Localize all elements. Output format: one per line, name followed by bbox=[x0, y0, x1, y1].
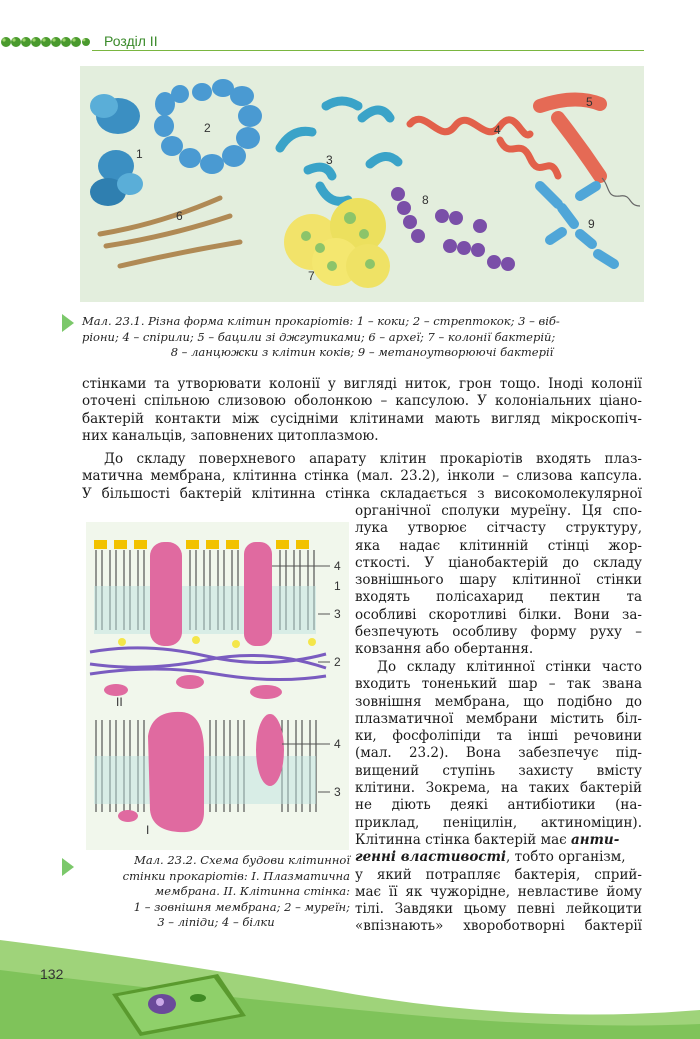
figure-prokaryote-shapes bbox=[80, 66, 644, 302]
figure2-label-3-lower: 3 bbox=[334, 785, 341, 799]
emphasis-term: анти- bbox=[571, 831, 620, 848]
outer-membrane bbox=[94, 540, 309, 549]
text-line: бактерій контакти між сусідніми клітинами мають вигляд мікроскопіч- bbox=[82, 410, 642, 427]
text-line: безпечують особливу форму руху – bbox=[355, 624, 642, 641]
figure2-caption-line: Мал. 23.2. Схема будови клітинної bbox=[134, 853, 350, 867]
figure2-label-4-upper: 4 bbox=[334, 559, 341, 573]
text-line: тілі. Завдяки цьому певні лейкоцити bbox=[355, 901, 642, 918]
header-rule bbox=[92, 50, 644, 51]
text-line: них канальців, заповнених цитоплазмою. bbox=[82, 427, 379, 444]
protein-upper-2 bbox=[244, 542, 272, 646]
figure2-caption-line: 1 – зовнішня мембрана; 2 – муреїн; bbox=[133, 899, 350, 914]
murein-layer bbox=[90, 648, 326, 680]
text-line: До складу поверхневого апарату клітин прокаріотів входять плаз- bbox=[104, 451, 642, 467]
footer-decoration bbox=[0, 900, 700, 1039]
text-line: сткості. У ціанобактерій до складу bbox=[355, 554, 642, 571]
prokaryote-shapes-illustration bbox=[80, 66, 644, 302]
protein-upper bbox=[150, 542, 182, 646]
figure2-label-4-lower: 4 bbox=[334, 737, 341, 751]
methanogen-illustration bbox=[540, 186, 614, 264]
text-line: входить тоненький шар – так звана bbox=[355, 676, 642, 693]
text-line: особливі скоротливі білки. Вони за- bbox=[355, 606, 642, 623]
figure2-label-2: 2 bbox=[334, 655, 341, 669]
text-line: До складу клітинної стінки часто bbox=[377, 659, 642, 675]
figure1-label-7: 7 bbox=[308, 269, 315, 283]
protein-lower bbox=[148, 712, 204, 832]
figure2-caption-line: стінки прокаріотів: І. Плазматична bbox=[122, 868, 350, 883]
text-line: має її як чужорідне, невластиве йому bbox=[355, 883, 642, 900]
text-line: лука утворює сітчасту структуру, bbox=[355, 520, 642, 537]
text-line: вищений ступінь захисту вмісту bbox=[355, 762, 642, 779]
paragraph-outer-membrane bbox=[355, 659, 642, 936]
text-line: не діють деякі антибіотики (на- bbox=[355, 797, 642, 814]
archaea-illustration bbox=[100, 198, 240, 266]
text-line: «впізнають» хвороботворні бактерії bbox=[355, 918, 642, 935]
text-line bbox=[355, 849, 642, 866]
vibrio-illustration bbox=[280, 101, 398, 201]
figure1-label-5: 5 bbox=[586, 95, 593, 109]
paragraph-colonies bbox=[82, 376, 642, 445]
figure2-label-II: ІІ bbox=[116, 695, 123, 709]
figure2-label-I: І bbox=[146, 823, 150, 837]
text-line: зовнішня мембрана, що подібно до bbox=[355, 693, 642, 710]
text-line: ковзання або обертання. bbox=[355, 641, 534, 658]
text-line bbox=[355, 832, 642, 849]
caption-marker-icon bbox=[62, 858, 74, 876]
text-line: оточені спільною слизовою оболонкою – капсулою. У колоніальних ціано- bbox=[82, 393, 642, 410]
paragraph-surface-apparatus bbox=[82, 451, 642, 503]
protein-lower-2 bbox=[256, 714, 284, 786]
figure1-label-4: 4 bbox=[494, 123, 501, 137]
figure-cell-wall-scheme bbox=[86, 522, 349, 850]
text-line: У більшості бактерій клітинна стінка складається з високомолекулярної bbox=[82, 485, 642, 502]
text-line: матична мембрана, клітинна стінка (мал. 23.2), інколи – слизова капсула. bbox=[82, 468, 642, 485]
cocci-chain-illustration bbox=[391, 187, 515, 271]
emphasis-term: генні властивості bbox=[355, 849, 507, 866]
figure1-caption-line: Мал. 23.1. Різна форма клітин прокаріотів: 1 – коки; 2 – стрептокок; 3 – віб- bbox=[82, 314, 560, 328]
cell-wall-diagram bbox=[86, 522, 349, 850]
text-line: входять полісахарид пектин та bbox=[355, 589, 642, 606]
figure2-label-1: 1 bbox=[334, 579, 341, 593]
colony-illustration bbox=[284, 198, 390, 288]
text-line: клітини. Зокрема, на таких бактерій bbox=[355, 780, 642, 797]
text-line: стінками та утворювати колонії у вигляді ниток, грон тощо. Іноді колонії bbox=[82, 376, 642, 392]
header-bead-ornament bbox=[0, 34, 95, 50]
text-line-part: Клітинна стінка бактерій має bbox=[355, 831, 567, 848]
text-line: приклад, пеніцилін, актиноміцин). bbox=[355, 814, 642, 831]
spirillum-illustration bbox=[410, 119, 558, 176]
figure1-caption-line: 8 – ланцюжки з клітин коків; 9 – метаноутворюючі бактерії bbox=[170, 345, 554, 359]
figure1-caption-line: ріони; 4 – спірили; 5 – бацили зі джгутиками; 6 – археї; 7 – колонії бактерій; bbox=[82, 329, 556, 344]
figure1-label-8: 8 bbox=[422, 193, 429, 207]
text-line: (мал. 23.2). Вона забезпечує під- bbox=[355, 745, 642, 762]
figure1-label-6: 6 bbox=[176, 209, 183, 223]
text-line-part: , тобто організм, bbox=[506, 849, 626, 866]
caption-marker-icon bbox=[62, 314, 74, 332]
paragraph-murein bbox=[355, 503, 642, 659]
figure1-caption bbox=[82, 314, 642, 361]
figure2-caption-line: 3 – ліпіди; 4 – білки bbox=[157, 915, 275, 929]
text-line: зовнішнього шару клітинної стінки bbox=[355, 572, 642, 589]
text-line: яка надає клітинній стінці жор- bbox=[355, 537, 642, 554]
text-line: плазматичної мембрани містить біл- bbox=[355, 710, 642, 727]
figure2-caption-line: мембрана. ІІ. Клітинна стінка: bbox=[154, 884, 350, 898]
figure1-label-2: 2 bbox=[204, 121, 211, 135]
page-number: 132 bbox=[40, 966, 64, 982]
text-line: органічної сполуки муреїну. Ця спо- bbox=[355, 503, 642, 519]
figure2-label-3-upper: 3 bbox=[334, 607, 341, 621]
text-line: ки, фосфоліпіди та інші речовини bbox=[355, 728, 642, 745]
figure1-label-9: 9 bbox=[588, 217, 595, 231]
section-title: Розділ ІІ bbox=[104, 33, 158, 49]
figure1-label-3: 3 bbox=[326, 153, 333, 167]
text-line: у який потрапляє бактерія, сприй- bbox=[355, 866, 642, 883]
figure1-label-1: 1 bbox=[136, 147, 143, 161]
